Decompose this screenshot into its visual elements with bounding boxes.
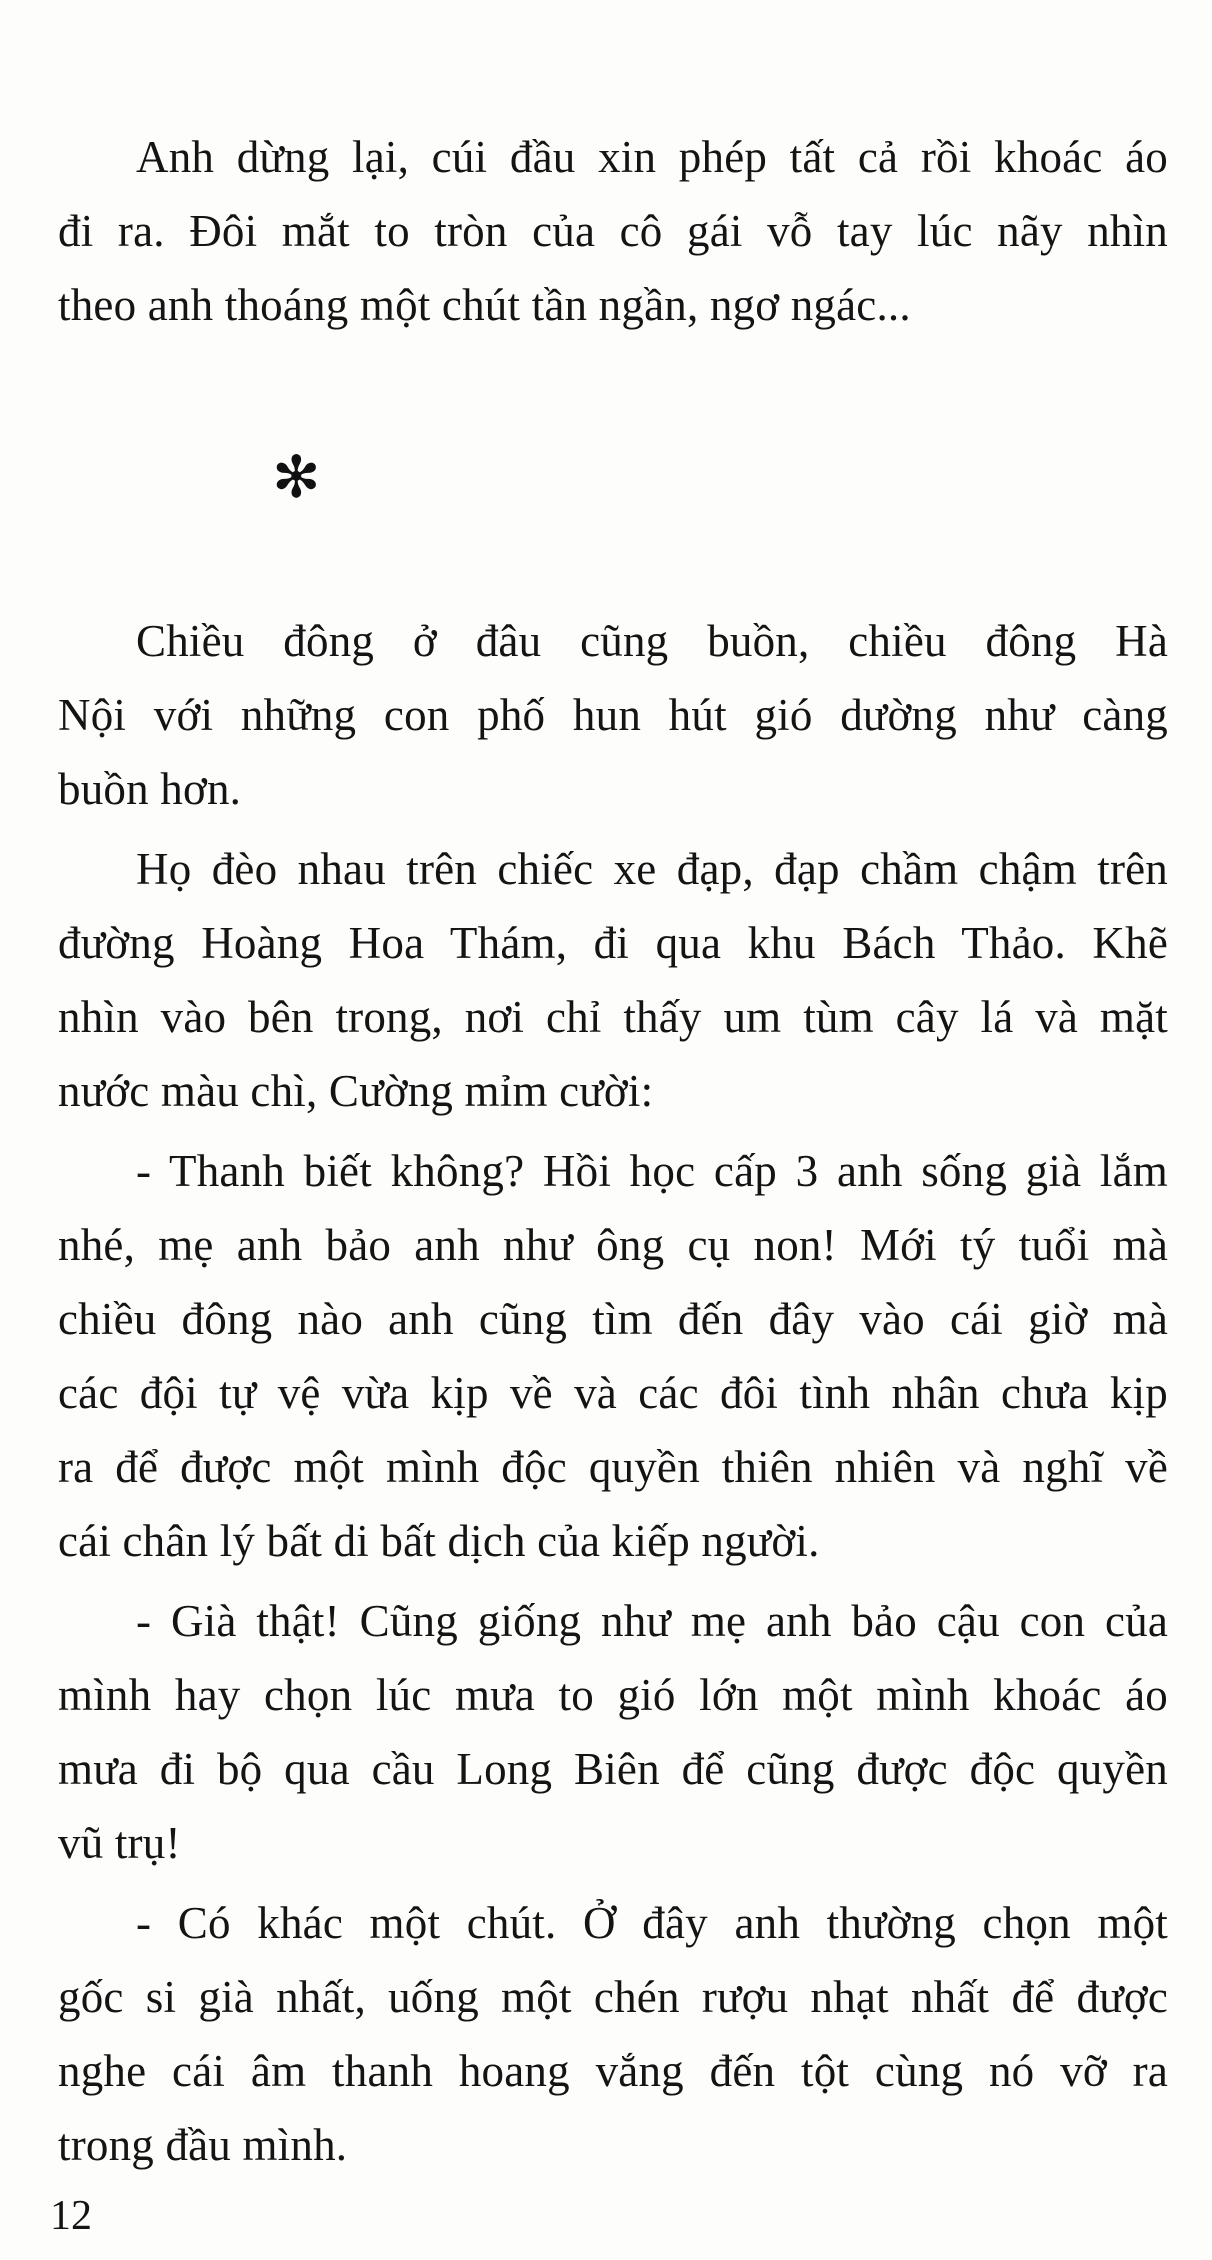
text-line: đi ra. Đôi mắt to tròn của cô gái vỗ tay lúc nãy nhìn: [58, 206, 1168, 256]
text-line: Nội với những con phố hun hút gió dường như càng: [58, 690, 1168, 740]
text-line: buồn hơn.: [58, 764, 242, 814]
text-line: Anh dừng lại, cúi đầu xin phép tất cả rồi khoác áo: [136, 132, 1168, 182]
text-line: các đội tự vệ vừa kịp về và các đôi tình nhân chưa kịp: [58, 1368, 1168, 1418]
text-line: - Già thật! Cũng giống như mẹ anh bảo cậu con của: [136, 1596, 1168, 1646]
text-line: nước màu chì, Cường mỉm cười:: [58, 1066, 654, 1116]
paragraph: [58, 1134, 1168, 1578]
paragraph: [58, 604, 1168, 826]
asterisk-icon: ✻: [272, 445, 321, 510]
text-line: nhìn vào bên trong, nơi chỉ thấy um tùm cây lá và mặt: [58, 992, 1168, 1042]
section-separator: [58, 438, 1168, 518]
text-line: chiều đông nào anh cũng tìm đến đây vào cái giờ mà: [58, 1294, 1168, 1344]
text-line: cái chân lý bất di bất dịch của kiếp người.: [58, 1516, 820, 1566]
text-line: - Thanh biết không? Hồi học cấp 3 anh sống già lắm: [136, 1146, 1168, 1196]
paragraph: [58, 1886, 1168, 2182]
text-line: ra để được một mình độc quyền thiên nhiên và nghĩ về: [58, 1442, 1168, 1492]
text-line: vũ trụ!: [58, 1818, 181, 1868]
paragraph: [58, 120, 1168, 342]
text-line: mưa đi bộ qua cầu Long Biên để cũng được độc quyền: [58, 1744, 1168, 1794]
text-line: trong đầu mình.: [58, 2120, 348, 2170]
text-line: gốc si già nhất, uống một chén rượu nhạt nhất để được: [58, 1972, 1168, 2022]
text-line: mình hay chọn lúc mưa to gió lớn một mình khoác áo: [58, 1670, 1168, 1720]
text-line: đường Hoàng Hoa Thám, đi qua khu Bách Thảo. Khẽ: [58, 918, 1168, 968]
text-line: theo anh thoáng một chút tần ngần, ngơ ngác...: [58, 280, 911, 330]
text-line: - Có khác một chút. Ở đây anh thường chọn một: [136, 1898, 1168, 1948]
text-line: Chiều đông ở đâu cũng buồn, chiều đông Hà: [136, 616, 1168, 666]
text-line: nghe cái âm thanh hoang vắng đến tột cùng nó vỡ ra: [58, 2046, 1168, 2096]
paragraph: [58, 1584, 1168, 1880]
page-number: 12: [50, 2193, 92, 2239]
page-text-area: [58, 120, 1168, 2188]
text-line: Họ đèo nhau trên chiếc xe đạp, đạp chầm chậm trên: [136, 844, 1168, 894]
text-line: nhé, mẹ anh bảo anh như ông cụ non! Mới tý tuổi mà: [58, 1220, 1168, 1270]
paragraph: [58, 832, 1168, 1128]
